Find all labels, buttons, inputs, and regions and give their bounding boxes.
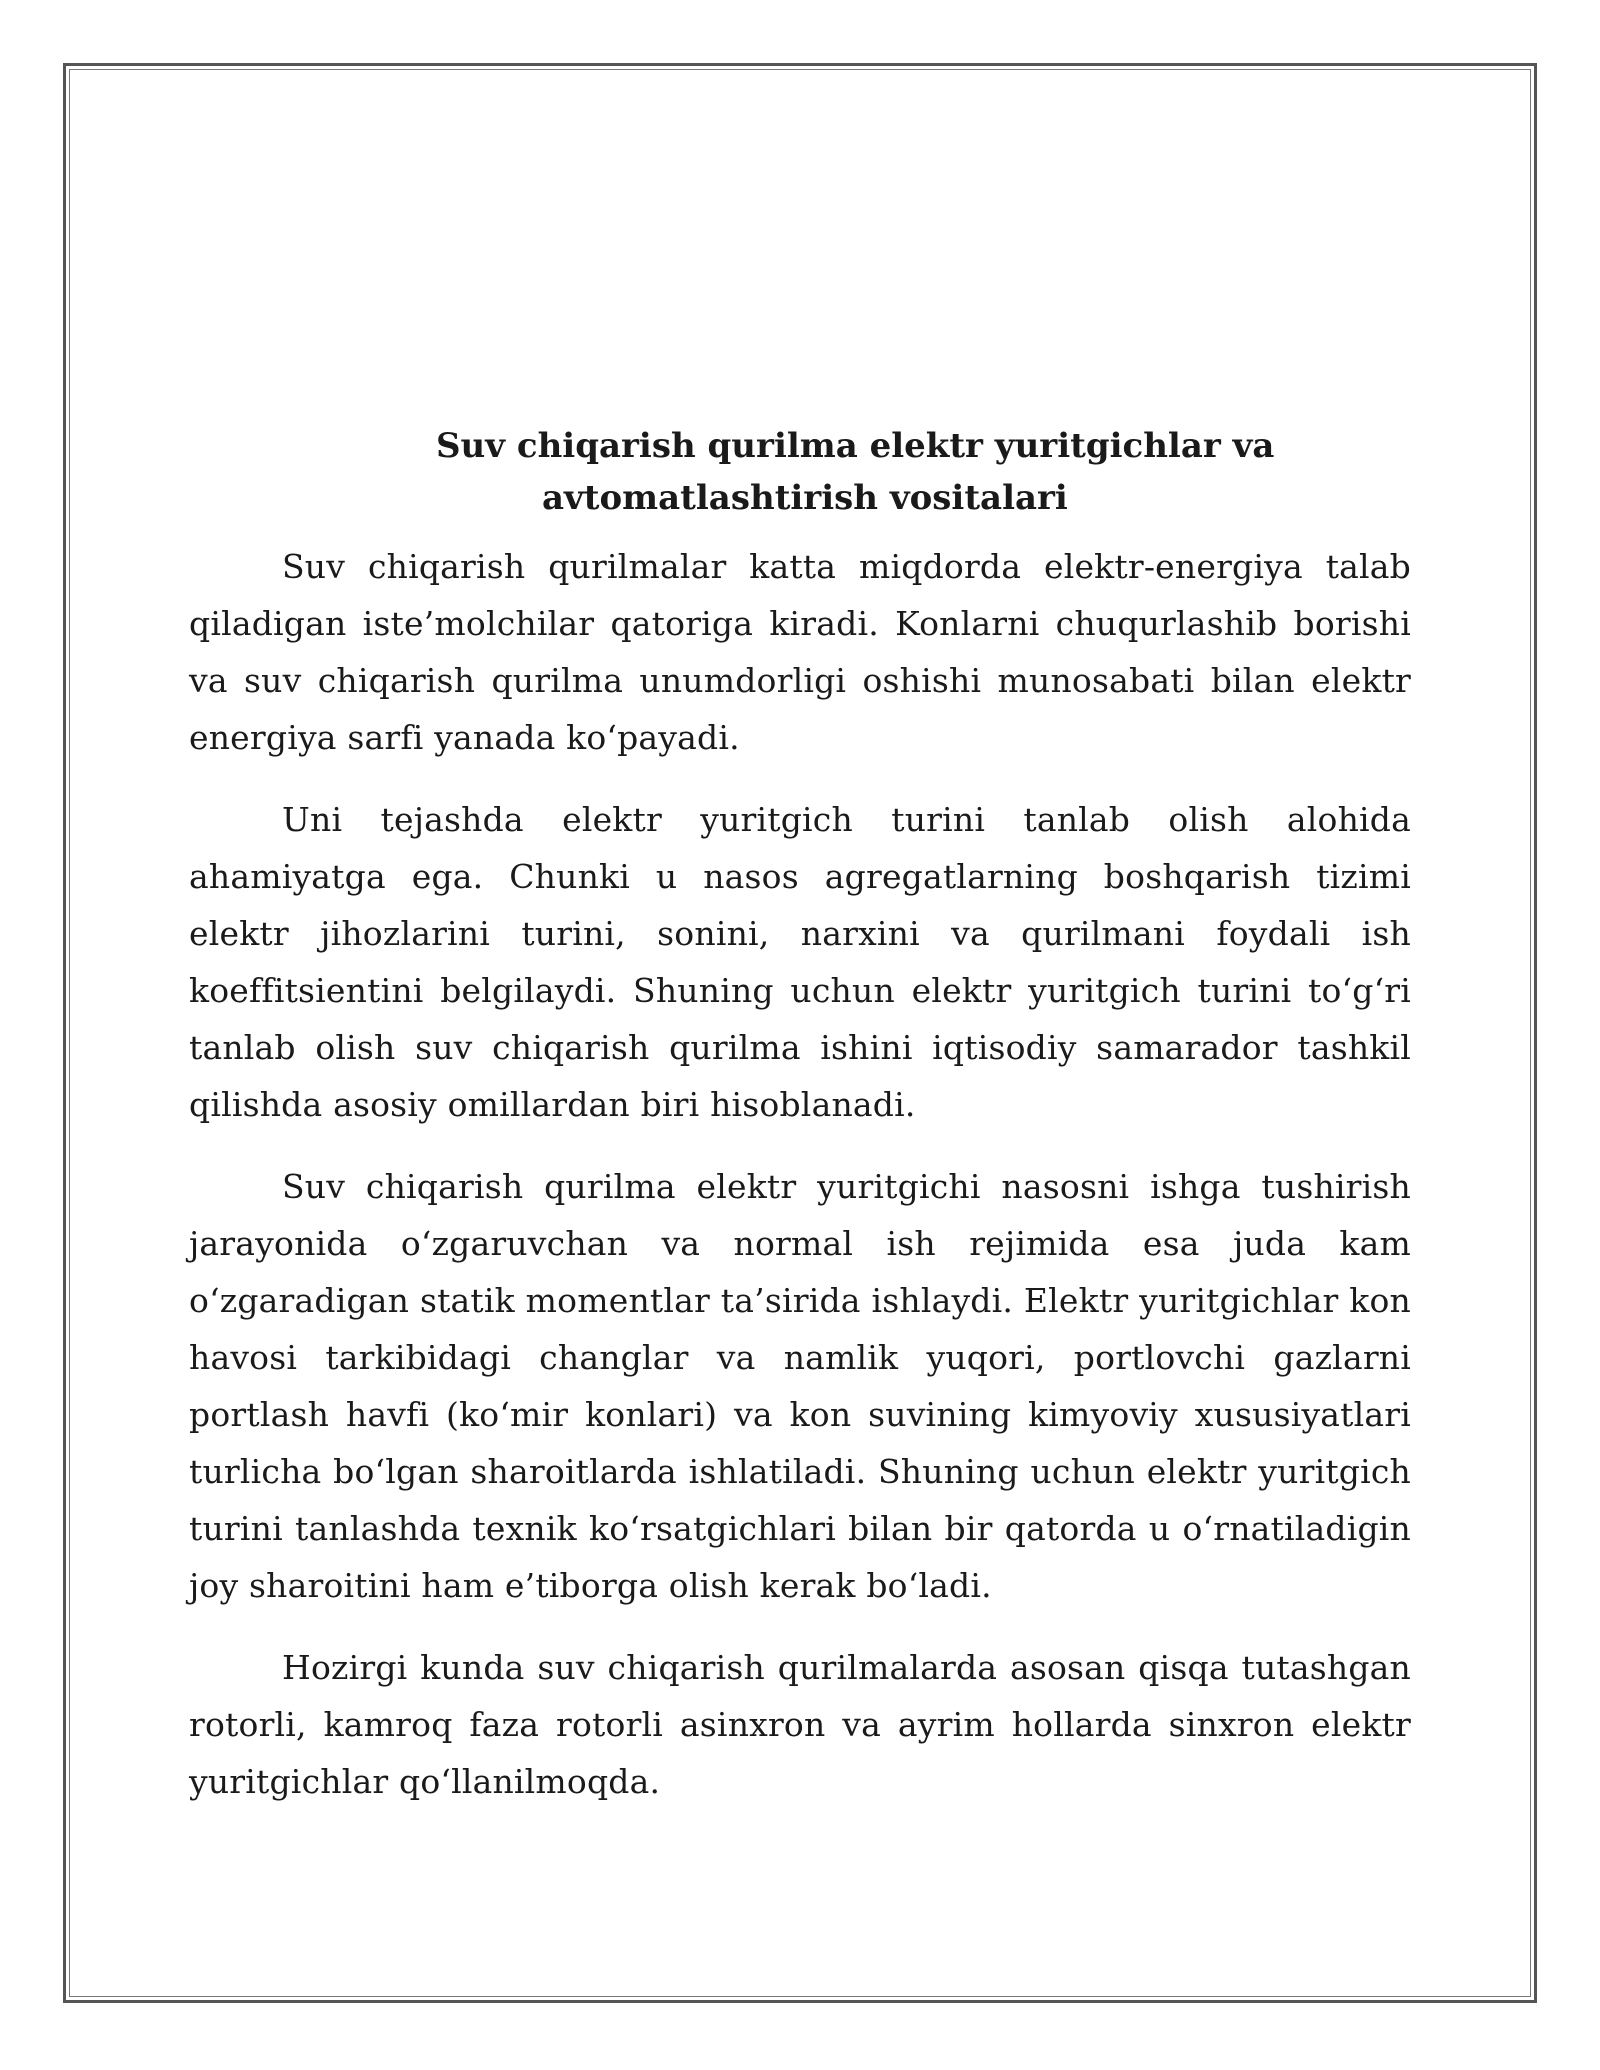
paragraph: Hozirgi kunda suv chiqarish qurilmalarda asosan qisqa tutashgan rotorli, kamroq faza rotorli asinxron va ayrim hollarda sinxron elektr yuritgichlar qo‘llanilmoqda.	[189, 1648, 1411, 1801]
document-body	[189, 420, 1411, 1835]
paragraph: Suv chiqarish qurilmalar katta miqdorda elektr-energiya talab qiladigan iste’molchilar qatoriga kiradi. Konlarni chuqurlashib borishi va suv chiqarish qurilma unumdorligi oshishi munosabati bilan elektr energiya sarfi yanada ko‘payadi.	[189, 547, 1411, 757]
title-line: Suv chiqarish qurilma elektr yuritgichlar va	[436, 426, 1275, 466]
paragraph: Uni tejashda elektr yuritgich turini tanlab olish alohida ahamiyatga ega. Chunki u nasos agregatlarning boshqarish tizimi elektr jihozlarini turini, sonini, narxini va qurilmani foydali ish koeffitsientini belgilaydi. Shuning uchun elektr yuritgich turini to‘g‘ri tanlab olish suv chiqarish qurilma ishini iqtisodiy samarador tashkil qilishda asosiy omillardan biri hisoblanadi.	[189, 800, 1411, 1124]
title-line: avtomatlashtirish vositalari	[542, 478, 1068, 518]
paragraph: Suv chiqarish qurilma elektr yuritgichi nasosni ishga tushirish jarayonida o‘zgaruvchan va normal ish rejimida esa juda kam o‘zgaradigan statik momentlar ta’sirida ishlaydi. Elektr yuritgichlar kon havosi tarkibidagi changlar va namlik yuqori, portlovchi gazlarni portlash havfi (ko‘mir konlari) va kon suvining kimyoviy xususiyatlari turlicha bo‘lgan sharoitlarda ishlatiladi. Shuning uchun elektr yuritgich turini tanlashda texnik ko‘rsatgichlari bilan bir qatorda u o‘rnatiladigin joy sharoitini ham e’tiborga olish kerak bo‘ladi.	[189, 1167, 1411, 1605]
document-title	[189, 420, 1411, 524]
